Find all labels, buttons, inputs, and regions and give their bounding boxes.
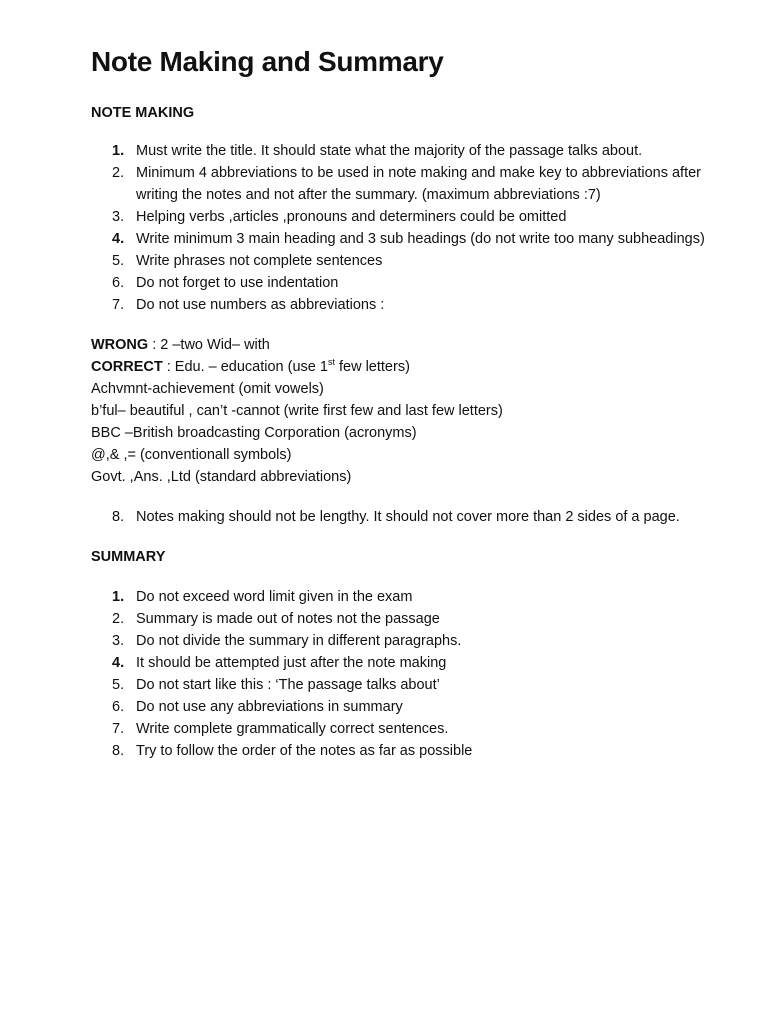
correct-text-before: : Edu. – education (use 1 <box>162 359 328 375</box>
summary-item-5 <box>91 674 731 696</box>
page-title: Note Making and Summary <box>91 46 444 77</box>
note-making-list-continued <box>91 506 731 528</box>
summary-item-1 <box>91 586 731 608</box>
list-number: 2. <box>112 611 125 627</box>
abbreviation-examples <box>91 334 731 488</box>
list-item-text: Helping verbs ,articles ,pronouns and determiners could be omitted <box>136 209 567 225</box>
list-item-text: Try to follow the order of the notes as far as possible <box>136 743 473 759</box>
list-item-text: Write phrases not complete sentences <box>136 253 383 269</box>
example-acronyms: BBC –British broadcasting Corporation (acronyms) <box>91 425 417 441</box>
correct-label: CORRECT <box>91 359 163 375</box>
note-item-8 <box>91 506 731 528</box>
list-number: 5. <box>112 253 125 269</box>
list-item-text: Do not exceed word limit given in the exam <box>136 589 413 605</box>
list-number: 2. <box>112 165 125 181</box>
note-item-7 <box>91 294 731 316</box>
note-item-6 <box>91 272 731 294</box>
example-first-last-letters: b’ful– beautiful , can’t -cannot (write first few and last few letters) <box>91 403 503 419</box>
list-item-text: Do not use any abbreviations in summary <box>136 699 403 715</box>
list-item-text: Must write the title. It should state what the majority of the passage talks about. <box>136 143 643 159</box>
correct-text-after: few letters) <box>334 359 410 375</box>
list-number: 6. <box>112 699 125 715</box>
list-number: 1. <box>112 143 125 159</box>
example-standard-abbreviations: Govt. ,Ans. ,Ltd (standard abbreviations) <box>91 469 352 485</box>
correct-superscript: st <box>327 357 335 368</box>
note-item-1 <box>91 140 731 162</box>
summary-item-6 <box>91 696 731 718</box>
list-number: 4. <box>112 231 125 247</box>
list-item-text: Summary is made out of notes not the passage <box>136 611 440 627</box>
list-number: 4. <box>112 655 125 671</box>
list-item-text: Do not forget to use indentation <box>136 275 339 291</box>
note-item-5 <box>91 250 731 272</box>
document-page <box>91 44 731 762</box>
list-number: 7. <box>112 297 125 313</box>
example-omit-vowels: Achvmnt-achievement (omit vowels) <box>91 381 324 397</box>
summary-item-7 <box>91 718 731 740</box>
summary-item-3 <box>91 630 731 652</box>
list-number: 6. <box>112 275 125 291</box>
summary-item-4 <box>91 652 731 674</box>
list-item-text: Write minimum 3 main heading and 3 sub headings (do not write too many subheadings) <box>136 231 705 247</box>
wrong-text: : 2 –two Wid– with <box>148 337 270 353</box>
note-making-list <box>91 140 731 316</box>
note-item-4 <box>91 228 731 250</box>
summary-item-8 <box>91 740 731 762</box>
list-number: 8. <box>112 509 125 525</box>
list-number: 8. <box>112 743 125 759</box>
list-number: 3. <box>112 633 125 649</box>
list-number: 1. <box>112 589 125 605</box>
list-item-text: It should be attempted just after the note making <box>136 655 447 671</box>
list-item-text: Write complete grammatically correct sentences. <box>136 721 449 737</box>
list-number: 5. <box>112 677 125 693</box>
list-item-text: Minimum 4 abbreviations to be used in note making and make key to abbreviations after writing the notes and not after the summary. (maximum abbreviations :7) <box>136 165 702 203</box>
list-item-text: Do not divide the summary in different paragraphs. <box>136 633 462 649</box>
list-number: 7. <box>112 721 125 737</box>
summary-list <box>91 586 731 762</box>
wrong-label: WRONG <box>91 337 149 353</box>
list-number: 3. <box>112 209 125 225</box>
list-item-text: Do not start like this : ‘The passage talks about’ <box>136 677 440 693</box>
wrong-example <box>91 334 731 356</box>
list-item-text: Do not use numbers as abbreviations : <box>136 297 385 313</box>
note-item-3 <box>91 206 731 228</box>
correct-example <box>91 356 731 378</box>
summary-item-2 <box>91 608 731 630</box>
note-making-heading: NOTE MAKING <box>91 105 195 121</box>
summary-heading: SUMMARY <box>91 549 166 565</box>
example-symbols: @,& ,= (conventionall symbols) <box>91 447 292 463</box>
list-item-text: Notes making should not be lengthy. It should not cover more than 2 sides of a page. <box>136 509 680 525</box>
note-item-2 <box>91 162 731 206</box>
